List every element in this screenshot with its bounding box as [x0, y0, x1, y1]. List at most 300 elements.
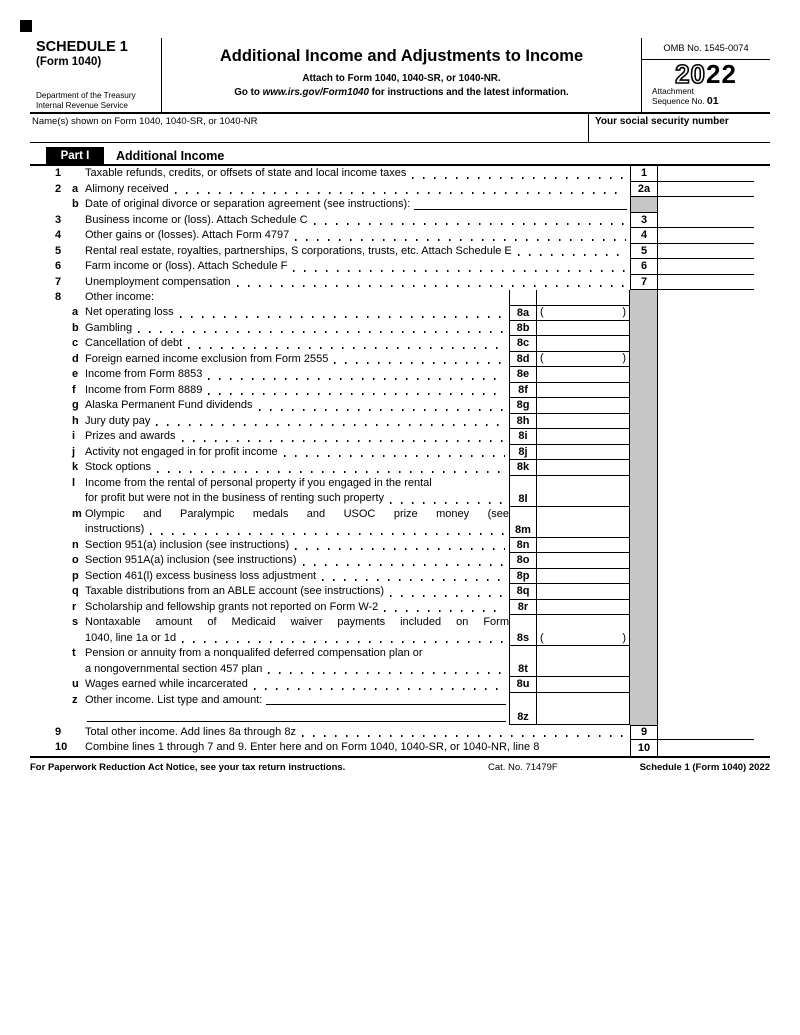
line-8o-label: Section 951A(a) inclusion (see instructions)	[85, 554, 297, 566]
form-title-block	[161, 38, 642, 112]
shaded-column	[630, 305, 658, 321]
right-margin	[754, 213, 770, 229]
paperwork-notice: For Paperwork Reduction Act Notice, see your tax return instructions.	[30, 761, 346, 773]
right-margin	[754, 228, 770, 244]
dotted-leader	[180, 316, 505, 318]
form-footer	[30, 762, 770, 776]
sequence-label: Sequence No.	[652, 95, 707, 106]
line-8a-amount-field[interactable]	[537, 305, 630, 321]
line-number: 4	[55, 229, 62, 241]
line-8i-row	[30, 429, 770, 445]
line-8g-label: Alaska Permanent Fund dividends	[85, 399, 253, 411]
form-header	[30, 38, 770, 114]
line-8f-row	[30, 383, 770, 399]
shaded-column	[630, 460, 658, 476]
line-8t-label-line2	[85, 662, 509, 678]
line-8s-amount-field[interactable]	[537, 615, 630, 646]
line-8l-label-area	[85, 476, 509, 507]
right-margin	[658, 646, 770, 677]
line-8m-label-line2	[85, 522, 509, 538]
line-8n-label-area	[85, 538, 509, 554]
irs-url: www.irs.gov/Form1040	[262, 87, 369, 98]
dotted-leader	[182, 440, 506, 442]
line-6-box-label: 6	[630, 259, 658, 275]
line-number	[55, 429, 72, 445]
line-2b-label-area	[85, 197, 630, 213]
line-8l-box-label: 8l	[509, 476, 537, 507]
line-8s-label-area	[85, 615, 509, 646]
line-8q-row	[30, 584, 770, 600]
form-id-block	[30, 38, 161, 112]
dotted-leader	[518, 254, 626, 256]
line-10-box-label: 10	[630, 740, 658, 756]
close-paren: )	[622, 632, 626, 644]
attach-instruction: Attach to Form 1040, 1040-SR, or 1040-NR.	[302, 73, 501, 84]
line-8l-amount-field[interactable]	[537, 476, 630, 507]
line-8d-label-area	[85, 352, 509, 368]
line-8-label-area	[85, 290, 509, 305]
line-number-column	[30, 197, 85, 213]
line-8t-amount-field[interactable]	[537, 646, 630, 677]
right-margin	[754, 275, 770, 291]
line-8c-amount-field[interactable]	[537, 336, 630, 352]
schedule-label: SCHEDULE 1	[36, 39, 128, 55]
line-8o-row	[30, 553, 770, 569]
line-8h-row	[30, 414, 770, 430]
line-letter: z	[72, 693, 78, 706]
line-number	[55, 553, 72, 569]
line-8s-label-line2-text: 1040, line 1a or 1d	[85, 631, 177, 644]
line-8j-amount-field[interactable]	[537, 445, 630, 461]
line-8k-label-area	[85, 460, 509, 476]
line-8e-row	[30, 367, 770, 383]
goto-pre: Go to	[234, 87, 263, 98]
line-number	[55, 445, 72, 461]
right-margin	[658, 507, 770, 538]
form-edition-label: Schedule 1 (Form 1040) 2022	[639, 761, 770, 773]
right-margin	[658, 336, 770, 352]
line-8j-label: Activity not engaged in for profit income	[85, 445, 278, 458]
line-number-column	[30, 259, 85, 275]
line-8r-row	[30, 600, 770, 616]
line-letter: m	[72, 507, 82, 520]
line-number-column	[30, 600, 85, 616]
line-9-label-area	[85, 725, 630, 741]
line-number: 3	[55, 213, 62, 226]
right-margin	[754, 740, 770, 756]
shaded-column	[630, 538, 658, 554]
right-margin	[754, 725, 770, 741]
sequence-number: 01	[706, 94, 719, 107]
dotted-leader	[303, 564, 505, 566]
dotted-leader	[254, 688, 505, 690]
close-paren: )	[622, 306, 626, 318]
line-letter: o	[72, 554, 79, 566]
line-3-amount-field[interactable]	[658, 213, 754, 229]
line-letter	[72, 259, 85, 275]
line-8b-label-area	[85, 321, 509, 337]
line-9-row	[30, 725, 770, 741]
omb-year-block	[642, 38, 770, 112]
line-8u-box-label: 8u	[509, 677, 537, 693]
dotted-leader	[138, 331, 505, 333]
line-8a-label: Net operating loss	[85, 306, 174, 318]
line-8u-amount-field[interactable]	[537, 677, 630, 693]
line-letter: u	[72, 678, 79, 690]
ssn-field[interactable]	[588, 114, 770, 142]
close-paren: )	[622, 351, 626, 364]
line-8g-label-area	[85, 398, 509, 414]
line-number	[55, 569, 72, 585]
line-8d-amount-field[interactable]	[537, 352, 630, 368]
line-letter: n	[72, 538, 79, 551]
line-8m-row	[30, 507, 770, 538]
line-8-label: Other income:	[85, 291, 155, 303]
year-bold-part: 22	[706, 59, 737, 89]
attachment-sequence	[642, 87, 770, 106]
line-8p-box-label: 8p	[509, 569, 537, 585]
line-8s-box-label: 8s	[509, 615, 537, 646]
shaded-column	[630, 600, 658, 616]
line-number	[55, 367, 72, 383]
line-8b-amount-field[interactable]	[537, 321, 630, 337]
line-8k-row	[30, 460, 770, 476]
line-number	[55, 615, 72, 646]
line-number-column	[30, 244, 85, 260]
line-8z-label-line1	[85, 693, 509, 709]
line-number-column	[30, 367, 85, 383]
line-8q-label-area	[85, 584, 509, 600]
line-number-column	[30, 305, 85, 321]
line-8m-label-line1: Olympic and Paralympic medals and USOC prize money (see	[85, 507, 509, 520]
line-number-column	[30, 398, 85, 414]
line-number: 1	[55, 167, 62, 179]
line-8q-amount-field[interactable]	[537, 584, 630, 600]
right-margin	[658, 584, 770, 600]
line-8b-row	[30, 321, 770, 337]
line-8n-box-label: 8n	[509, 538, 537, 554]
line-8o-box-label: 8o	[509, 553, 537, 569]
line-9-box-label: 9	[630, 725, 658, 741]
line-4-box-label: 4	[630, 228, 658, 244]
line-letter: a	[72, 182, 79, 195]
dotted-leader	[284, 455, 505, 457]
line-number	[55, 383, 72, 399]
line-8l-row	[30, 476, 770, 507]
line-1-row	[30, 166, 770, 182]
shaded-column	[630, 569, 658, 585]
line-number-column	[30, 460, 85, 476]
line-7-amount-field[interactable]	[658, 275, 754, 291]
right-margin	[658, 305, 770, 321]
dotted-leader	[314, 223, 626, 225]
line-8z-type-field[interactable]	[266, 693, 506, 706]
dotted-leader	[295, 239, 626, 241]
line-letter: p	[72, 569, 79, 582]
line-8e-label-area	[85, 367, 509, 383]
line-8z-type-field-line2[interactable]	[87, 708, 506, 722]
line-8b-label: Gambling	[85, 321, 133, 334]
line-number-column	[30, 615, 85, 646]
department-line-2: Internal Revenue Service	[36, 100, 128, 110]
department-line-1: Department of the Treasury	[36, 91, 136, 100]
line-2a-amount-field[interactable]	[658, 182, 754, 198]
line-8t-row	[30, 646, 770, 677]
line-8k-label: Stock options	[85, 461, 152, 473]
dotted-leader	[268, 672, 505, 674]
line-8r-label: Scholarship and fellowship grants not reported on Form W-2	[85, 600, 379, 613]
line-8z-label: Other income. List type and amount:	[85, 693, 263, 706]
line-8m-amount-field[interactable]	[537, 507, 630, 538]
line-8i-amount-field[interactable]	[537, 429, 630, 445]
line-number-column	[30, 166, 85, 182]
right-margin	[658, 615, 770, 646]
shaded-column	[630, 336, 658, 352]
line-number-column	[30, 228, 85, 244]
line-5-box-label: 5	[630, 244, 658, 260]
dotted-leader	[302, 735, 626, 737]
line-number-column	[30, 584, 85, 600]
line-3-box-label: 3	[630, 213, 658, 229]
part1-title: Additional Income	[116, 148, 225, 163]
line-number	[55, 305, 72, 321]
right-margin	[658, 553, 770, 569]
line-2b-date-field[interactable]	[414, 197, 627, 210]
line-8r-amount-field[interactable]	[537, 600, 630, 616]
line-8j-box-label: 8j	[509, 445, 537, 461]
line-6-label-area	[85, 259, 630, 275]
line-letter: g	[72, 399, 79, 411]
line-4-amount-field[interactable]	[658, 228, 754, 244]
line-2a-label: Alimony received	[85, 182, 169, 195]
line-8p-row	[30, 569, 770, 585]
line-8j-row	[30, 445, 770, 461]
line-8a-label-area	[85, 305, 509, 321]
shaded-column	[630, 367, 658, 383]
line-number-column	[30, 553, 85, 569]
right-margin	[754, 244, 770, 260]
line-8h-label-area	[85, 414, 509, 430]
dotted-leader	[259, 409, 505, 411]
line-8z-amount-field[interactable]	[537, 693, 630, 725]
shaded-column	[630, 584, 658, 600]
line-8z-row	[30, 693, 770, 725]
line-8p-amount-field[interactable]	[537, 569, 630, 585]
line-10-amount-field[interactable]	[658, 740, 754, 756]
dotted-leader	[188, 347, 505, 349]
line-1-box-label: 1	[630, 166, 658, 182]
line-8r-box-label: 8r	[509, 600, 537, 616]
line-7-row	[30, 275, 770, 291]
line-number: 2	[55, 182, 62, 195]
line-8o-label-area	[85, 553, 509, 569]
line-9-amount-field[interactable]	[658, 725, 754, 741]
line-1-amount-field[interactable]	[658, 166, 754, 182]
year-outline-part: 20	[675, 59, 706, 89]
line-10-label-area	[85, 740, 630, 756]
line-number-column	[30, 725, 85, 741]
inner-box-header-cell	[509, 290, 537, 305]
line-8e-box-label: 8e	[509, 367, 537, 383]
line-8q-label: Taxable distributions from an ABLE account (see instructions)	[85, 585, 384, 597]
line-8c-box-label: 8c	[509, 336, 537, 352]
line-10-label: Combine lines 1 through 7 and 9. Enter here and on Form 1040, 1040-SR, or 1040-NR, line 8	[85, 741, 540, 753]
line-number	[55, 584, 72, 600]
right-margin	[658, 538, 770, 554]
line-number-column	[30, 352, 85, 368]
line-letter	[72, 213, 85, 229]
dotted-leader	[334, 362, 505, 364]
dotted-leader	[412, 177, 626, 179]
registration-mark	[20, 20, 32, 32]
right-margin	[658, 677, 770, 693]
line-5-amount-field[interactable]	[658, 244, 754, 260]
line-3-label-area	[85, 213, 630, 229]
name-field-label: Name(s) shown on Form 1040, 1040-SR, or 1040-NR	[32, 116, 258, 127]
line-number: 7	[55, 275, 62, 288]
right-margin	[658, 352, 770, 368]
dotted-leader	[390, 502, 505, 504]
line-3-row	[30, 213, 770, 229]
line-8t-label-line2-text: a nongovernmental section 457 plan	[85, 662, 263, 675]
line-letter: s	[72, 616, 79, 628]
line-letter	[72, 290, 85, 305]
line-8n-amount-field[interactable]	[537, 538, 630, 554]
line-number-column	[30, 213, 85, 229]
dotted-leader	[322, 579, 505, 581]
line-number: 10	[55, 741, 68, 753]
line-10-row	[30, 740, 770, 756]
line-8z-label-area	[85, 693, 509, 725]
line-1-label-area	[85, 166, 630, 182]
right-margin	[658, 367, 770, 383]
shaded-column	[630, 352, 658, 368]
line-number	[55, 538, 72, 554]
line-letter	[72, 166, 85, 182]
line-8m-box-label: 8m	[509, 507, 537, 538]
line-number-column	[30, 538, 85, 554]
line-8k-amount-field[interactable]	[537, 460, 630, 476]
right-margin	[754, 166, 770, 182]
shaded-cell	[630, 197, 658, 213]
line-letter: f	[72, 383, 76, 396]
line-2a-label-area	[85, 182, 630, 198]
line-9-label: Total other income. Add lines 8a through 8z	[85, 725, 296, 738]
line-8i-box-label: 8i	[509, 429, 537, 445]
line-8t-label-area	[85, 646, 509, 677]
line-letter: d	[72, 352, 79, 365]
line-8g-box-label: 8g	[509, 398, 537, 414]
line-8p-label-area	[85, 569, 509, 585]
line-number	[55, 693, 72, 725]
line-8d-box-label: 8d	[509, 352, 537, 368]
line-8d-label: Foreign earned income exclusion from Form 2555	[85, 352, 329, 365]
line-6-amount-field[interactable]	[658, 259, 754, 275]
line-letter: r	[72, 600, 77, 613]
dotted-leader	[150, 533, 505, 535]
right-margin	[658, 476, 770, 507]
line-number-column	[30, 445, 85, 461]
line-1-label: Taxable refunds, credits, or offsets of state and local income taxes	[85, 167, 407, 179]
part1-label: Part I	[46, 147, 104, 164]
line-5-label: Rental real estate, royalties, partnerships, S corporations, trusts, etc. Attach Schedule E	[85, 244, 512, 257]
name-field[interactable]	[30, 114, 588, 142]
dotted-leader	[390, 595, 505, 597]
line-number	[55, 600, 72, 616]
line-letter: k	[72, 461, 79, 473]
open-paren: (	[540, 306, 544, 318]
line-number-column	[30, 182, 85, 198]
line-number	[55, 197, 72, 213]
shaded-column	[630, 321, 658, 337]
line-number	[55, 507, 72, 538]
shaded-column	[630, 693, 658, 725]
catalog-number: Cat. No. 71479F	[488, 761, 558, 773]
line-number-column	[30, 693, 85, 725]
line-8e-label: Income from Form 8853	[85, 368, 203, 380]
line-8c-label: Cancellation of debt	[85, 337, 183, 349]
line-4-row	[30, 228, 770, 244]
line-number	[55, 414, 72, 430]
open-paren: (	[540, 351, 544, 364]
line-8f-label-area	[85, 383, 509, 399]
shaded-column	[630, 414, 658, 430]
line-8c-label-area	[85, 336, 509, 352]
line-8f-amount-field[interactable]	[537, 383, 630, 399]
line-8o-amount-field[interactable]	[537, 553, 630, 569]
shaded-column	[630, 677, 658, 693]
shaded-column	[630, 383, 658, 399]
shaded-column	[630, 615, 658, 646]
line-6-label: Farm income or (loss). Attach Schedule F	[85, 260, 288, 272]
line-8m-label-line2-text: instructions)	[85, 523, 145, 535]
form-number-label: (Form 1040)	[36, 56, 102, 68]
line-7-label-area	[85, 275, 630, 291]
line-number-column	[30, 476, 85, 507]
line-8k-box-label: 8k	[509, 460, 537, 476]
right-margin	[658, 445, 770, 461]
shaded-column	[630, 398, 658, 414]
line-8g-amount-field[interactable]	[537, 398, 630, 414]
dotted-leader	[295, 548, 505, 550]
line-letter	[72, 725, 85, 741]
tax-year	[642, 61, 770, 87]
line-8e-amount-field[interactable]	[537, 367, 630, 383]
shaded-column	[630, 646, 658, 677]
right-margin	[658, 414, 770, 430]
goto-post: for instructions and the latest information.	[368, 87, 569, 98]
line-letter: h	[72, 414, 79, 427]
line-8a-row	[30, 305, 770, 321]
line-number	[55, 677, 72, 693]
line-8h-amount-field[interactable]	[537, 414, 630, 430]
line-number-column	[30, 646, 85, 677]
line-number	[55, 476, 72, 507]
dotted-leader	[293, 270, 626, 272]
line-number-column	[30, 321, 85, 337]
line-number	[55, 460, 72, 476]
line-number	[55, 336, 72, 352]
line-2a-box-label: 2a	[630, 182, 658, 198]
right-margin	[658, 600, 770, 616]
line-8l-label-line2	[85, 491, 509, 507]
line-8i-label: Prizes and awards	[85, 430, 176, 442]
right-margin	[754, 259, 770, 275]
line-8s-row	[30, 615, 770, 646]
line-8d-row	[30, 352, 770, 368]
line-number	[55, 398, 72, 414]
name-ssn-row	[30, 114, 770, 143]
